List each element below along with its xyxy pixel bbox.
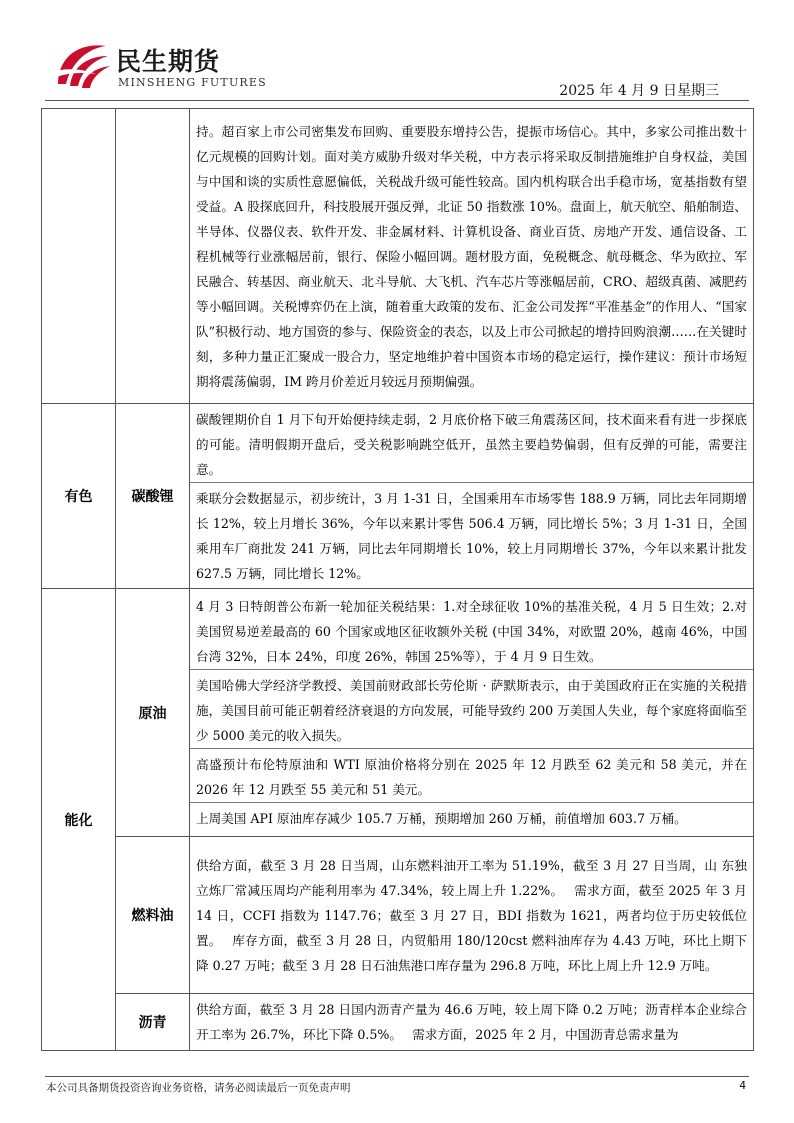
- content-cell: [190, 994, 754, 1051]
- table-row: [42, 109, 754, 404]
- category-cell: 有色: [42, 404, 116, 589]
- paragraph: 碳酸锂期价自 1 月下旬开始便持续走弱，2 月底价格下破三角震荡区间，技术面来看有进一步探底的可能。清明假期开盘后，受关税影响跳空低开，虽然主要趋势偏弱，但有反弹的可能，需要注意。: [196, 411, 747, 477]
- content-cell: [190, 589, 754, 837]
- category-cell: [42, 109, 116, 404]
- subcategory-cell: 原油: [116, 589, 190, 837]
- report-date: 2025 年 4 月 9 日星期三: [559, 83, 719, 99]
- brand-name-en: MINSHENG FUTURES: [118, 76, 267, 89]
- paragraph: 持。超百家上市公司密集发布回购、重要股东增持公告，提振市场信心。其中，多家公司推出数十亿元规模的回购计划。面对美方威胁升级对华关税，中方表示将采取反制措施维护自身权益，美国与中国和谈的实质性意愿偏低，关税战升级可能性较高。国内机构联合出手稳市场，宽基指数有望受益。A 股探底回升，科技股展开强反弹，北证 50 指数涨 10%。盘面上，航天航空、船舶制造、半导体、仪器仪表、软件开发、非金属材料、计算机设备、商业百货、房地产开发、通信设备、工程机械等行业涨幅居前，银行、保险小幅回调。题材股方面，免税概念、航母概念、华为欧拉、军民融合、转基因、商业航天、北斗导航、大飞机、汽车芯片等涨幅居前，CRO、超级真菌、减肥药等小幅回调。关税博弈仍在上演，随着重大政策的发布、汇金公司发挥“平准基金”的作用人、“国家队”积极行动、地方国资的参与、保险资金的表态，以及上市公司掀起的增持回购浪潮……在关键时刻，多种力量正汇聚成一股合力，坚定地维护着中国资本市场的稳定运行，操作建议：预计市场短期将震荡偏弱，IM 跨月价差近月较远月预期偏强。: [196, 123, 747, 389]
- footer-divider: [45, 1076, 749, 1077]
- content-cell: [190, 404, 754, 589]
- content-cell: [190, 109, 754, 404]
- table-row: [42, 837, 754, 994]
- paragraph: 4 月 3 日特朗普公布新一轮加征关税结果：1.对全球征收 10%的基准关税，4 月 5 日生效；2.对美国贸易逆差最高的 60 个国家或地区征收额外关税 (中国 34%，对欧盟 20%，越南 46%，中国台湾 32%，日本 24%，印度 26%，韩国 25%等），于 4 月 9 日生效。: [196, 599, 747, 664]
- paragraph: 上周美国 API 原油库存减少 105.7 万桶，预期增加 260 万桶，前值增加 603.7 万桶。: [190, 802, 753, 831]
- paragraph: 乘联分会数据显示，初步统计，3 月 1-31 日，全国乘用车市场零售 188.9 万辆，同比去年同期增长 12%，较上月增长 36%，今年以来累计零售 506.4 万辆，同比增长 5%；3 月 1-31 日，全国乘用车厂商批发 241 万辆，同比去年同期增长 10%，较上月同期增长 37%，今年以来累计批发 627.5 万辆，同比增长 12%。: [190, 482, 753, 586]
- subcategory-cell: 碳酸锂: [116, 404, 190, 589]
- subcategory-cell: [116, 109, 190, 404]
- paragraph: 美国哈佛大学经济学教授、美国前财政部长劳伦斯 · 萨默斯表示，由于美国政府正在实施的关税措施，美国目前可能正朝着经济衰退的方向发展，可能导致约 200 万美国人失业，每个家庭将面临至少 5000 美元的收入损失。: [190, 669, 753, 748]
- paragraph: 供给方面，截至 3 月 28 日国内沥青产量为 46.6 万吨，较上周下降 0.2 万吨；沥青样本企业综合开工率为 26.7%，环比下降 0.5%。 需求方面，2025 年 2 月，中国沥青总需求量为: [196, 1002, 747, 1042]
- paragraph: 高盛预计布伦特原油和 WTI 原油价格将分别在 2025 年 12 月跌至 62 美元和 58 美元，并在 2026 年 12 月跌至 55 美元和 51 美元。: [190, 748, 753, 802]
- subcategory-cell: 沥青: [116, 994, 190, 1051]
- table-row: [42, 994, 754, 1051]
- content-cell: [190, 837, 754, 994]
- table-row: [42, 589, 754, 837]
- category-cell: 能化: [42, 589, 116, 1051]
- page-number: 4: [739, 1080, 746, 1092]
- brand-name-cn: 民生期货: [116, 47, 221, 76]
- subcategory-cell: 燃料油: [116, 837, 190, 994]
- footer-disclaimer: 本公司具备期货投资咨询业务资格，请务必阅读最后一页免责声明: [46, 1082, 351, 1094]
- paragraph: 供给方面，截至 3 月 28 日当周，山东燃料油开工率为 51.19%，截至 3 月 27 日当周，山 东独立炼厂常减压周均产能利用率为 47.34%，较上周上升 1.22%。 需求方面，截至 2025 年 3 月 14 日，CCFI 指数为 1147.76；截至 3 月 27 日，BDI 指数为 1621，两者均位于历史较低位置。 库存方面，截至 3 月 28 日，内贸船用 180/120cst 燃料油库存为 4.43 万吨，环比上期下 降 0.27 万吨；截至 3 月 28 日石油焦港口库存量为 296.8 万吨，环比上周上升 12.9 万吨。: [196, 857, 747, 973]
- table-row: [42, 404, 754, 589]
- commodity-table: [41, 108, 754, 1051]
- minsheng-logo-icon: [50, 38, 110, 92]
- header-divider: [45, 100, 749, 101]
